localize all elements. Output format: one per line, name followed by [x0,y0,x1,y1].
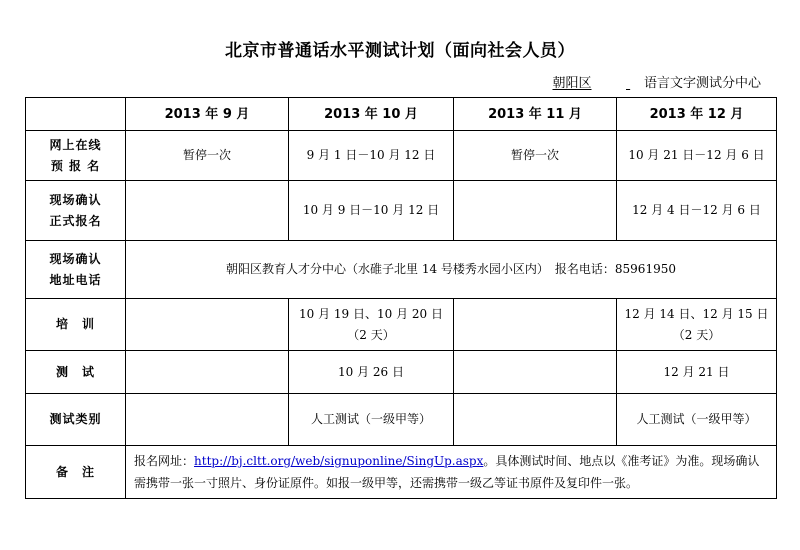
table-cell: 10 月 21 日－12 月 6 日 [617,131,777,181]
month-header: 2013 年 10 月 [289,98,454,131]
remarks-prefix: 报名网址： [134,454,195,468]
registration-link[interactable]: http://bj.cltt.org/web/signuponline/SingUp.aspx [194,454,484,468]
table-cell: 暂停一次 [454,131,617,181]
table-row-test [26,351,777,394]
month-header: 2013 年 9 月 [126,98,289,131]
remarks-text: 。具体测试时间、地点以《准考证》为准。现场确认需携带一张一寸照片、身份证原件。如报一级甲等，还需携带一级乙等证书原件及复印件一张。 [134,454,760,490]
table-cell: 10 月 9 日－10 月 12 日 [289,181,454,241]
corner-cell [26,98,126,131]
table-row-test-category [26,394,777,446]
row-label [26,181,126,241]
table-cell: 12 月 21 日 [617,351,777,394]
table-cell: 10 月 19 日、10 月 20 日（2 天） [289,299,454,351]
table-cell [454,181,617,241]
table-cell [126,299,289,351]
row-label-line: 现场确认 [49,251,102,266]
row-label: 培 训 [26,299,126,351]
table-row-training [26,299,777,351]
district-name: 朝阳区 [552,76,592,91]
table-cell: 人工测试（一级甲等） [617,394,777,446]
table-cell: 人工测试（一级甲等） [289,394,454,446]
month-header: 2013 年 12 月 [617,98,777,131]
row-label-line: 预 报 名 [50,158,101,173]
table-cell [126,351,289,394]
table-cell: 暂停一次 [126,131,289,181]
schedule-table [25,97,777,499]
table-cell [454,351,617,394]
row-label-line: 现场确认 [49,192,102,207]
row-label: 测 试 [26,351,126,394]
underline-blank [626,76,644,91]
table-cell: 12 月 4 日－12 月 6 日 [617,181,777,241]
remarks-cell [126,446,777,499]
row-label-line: 正式报名 [49,213,102,228]
table-cell [454,299,617,351]
table-cell: 12 月 14 日、12 月 15 日（2 天） [617,299,777,351]
row-label [26,131,126,181]
row-label [26,241,126,299]
table-cell: 10 月 26 日 [289,351,454,394]
center-name: 语言文字测试分中心 [644,76,762,91]
address-phone-cell: 朝阳区教育人才分中心（水碓子北里 14 号楼秀水园小区内） 报名电话：85961950 [126,241,777,299]
page-title: 北京市普通话水平测试计划（面向社会人员） [225,41,575,61]
table-cell [126,181,289,241]
month-header: 2013 年 11 月 [454,98,617,131]
table-row-online-registration [26,131,777,181]
table-row-address-phone [26,241,777,299]
row-label: 测试类别 [26,394,126,446]
row-label-line: 地址电话 [49,272,102,287]
row-label: 备 注 [26,446,126,499]
table-cell [126,394,289,446]
row-label-line: 网上在线 [49,137,102,152]
organizer-line [518,72,761,91]
table-row-onsite-confirmation [26,181,777,241]
table-cell [454,394,617,446]
table-row-remarks [26,446,777,499]
header-row [26,98,777,131]
table-cell: 9 月 1 日－10 月 12 日 [289,131,454,181]
